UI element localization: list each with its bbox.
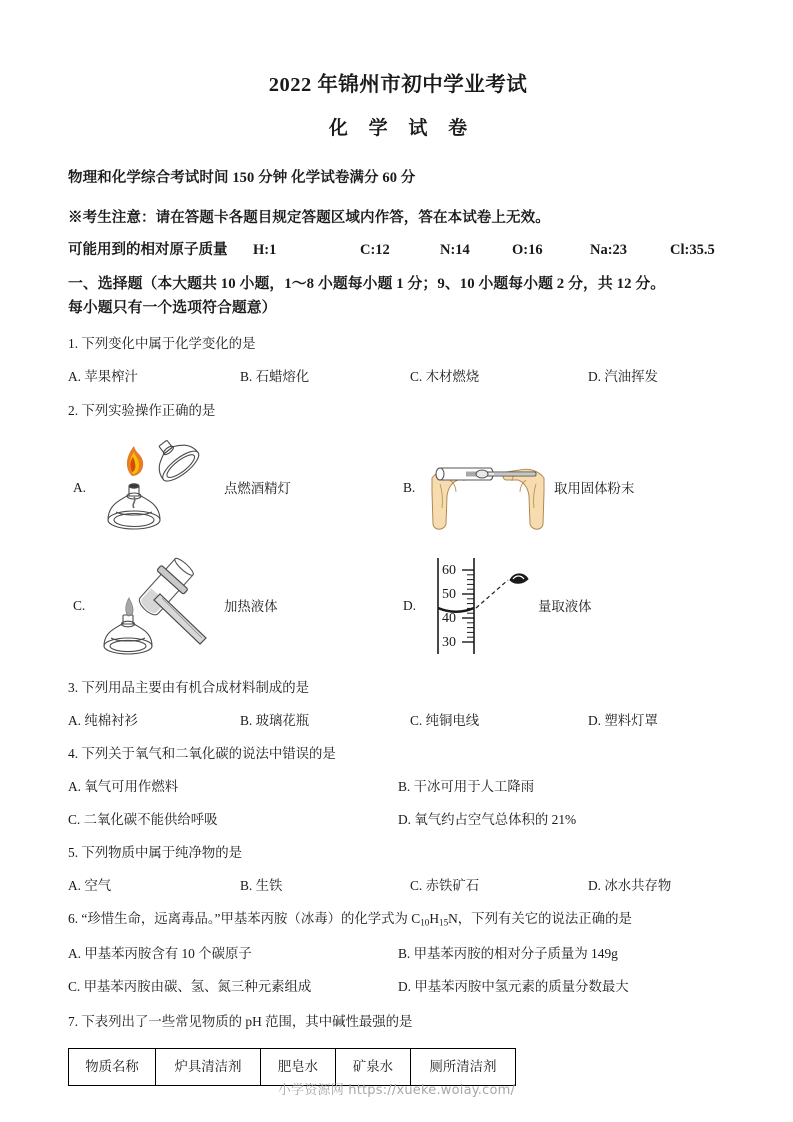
- q6-stem-part3: N，下列有关它的说法正确的是: [448, 911, 632, 927]
- q4-option-a[interactable]: A. 氧气可用作燃料: [68, 778, 179, 794]
- q1-option-c[interactable]: C. 木材燃烧: [410, 369, 480, 385]
- q2-option-b[interactable]: [398, 429, 728, 547]
- question-7-stem: 7. 下表列出了一些常见物质的 pH 范围，其中碱性最强的是: [68, 1013, 413, 1029]
- svg-text:50: 50: [442, 586, 456, 602]
- q6-subscript-hydrogen: 15: [439, 917, 449, 928]
- candidate-notice: ※考生注意：请在答题卡各题目规定答题区域内作答，答在本试卷上无效。: [68, 210, 550, 227]
- q5-option-d[interactable]: D. 冰水共存物: [588, 878, 672, 894]
- question-4-options-row-1: [68, 777, 728, 797]
- cell-toilet-cleaner: 厕所清洁剂: [411, 1048, 516, 1085]
- section-heading-line2: 每小题只有一个选项符合题意）: [68, 300, 277, 317]
- q1-option-d[interactable]: D. 汽油挥发: [588, 369, 658, 385]
- q6-stem-part2: H: [429, 911, 440, 927]
- svg-text:30: 30: [442, 634, 456, 650]
- cell-substance-name: 物质名称: [69, 1048, 156, 1085]
- q1-option-a[interactable]: A. 苹果榨汁: [68, 369, 138, 385]
- q6-option-c[interactable]: C. 甲基苯丙胺由碳、氢、氮三种元素组成: [68, 978, 312, 994]
- q3-option-c[interactable]: C. 纯铜电线: [410, 712, 480, 728]
- question-6-stem: [68, 909, 728, 930]
- question-2-stem: 2. 下列实验操作正确的是: [68, 402, 216, 418]
- q3-option-a[interactable]: A. 纯棉衬衫: [68, 712, 138, 728]
- question-3-stem: 3. 下列用品主要由有机合成材料制成的是: [68, 679, 310, 695]
- question-5-options: [68, 876, 728, 896]
- q2-option-c-caption: 加热液体: [224, 599, 278, 615]
- q4-option-d[interactable]: D. 氧气约占空气总体积的 21%: [398, 812, 577, 828]
- q1-option-b[interactable]: B. 石蜡熔化: [240, 369, 310, 385]
- q3-option-b[interactable]: B. 玻璃花瓶: [240, 712, 310, 728]
- q6-option-b[interactable]: B. 甲基苯丙胺的相对分子质量为 149g: [398, 945, 618, 961]
- q6-stem-part1: 6. “珍惜生命，远离毒品。”甲基苯丙胺（冰毒）的化学式为 C: [68, 911, 421, 927]
- q2-option-c[interactable]: [68, 547, 398, 665]
- cell-soap-water: 肥皂水: [261, 1048, 336, 1085]
- heating-liquid-test-tube-icon: [94, 550, 222, 662]
- q2-option-a-caption: 点燃酒精灯: [224, 481, 291, 497]
- q5-option-b[interactable]: B. 生铁: [240, 878, 283, 894]
- cell-stove-cleaner: 炉具清洁剂: [156, 1048, 261, 1085]
- q4-option-b[interactable]: B. 干冰可用于人工降雨: [398, 778, 535, 794]
- svg-text:60: 60: [442, 562, 456, 578]
- q3-option-d[interactable]: D. 塑料灯罩: [588, 712, 658, 728]
- cell-mineral-water: 矿泉水: [336, 1048, 411, 1085]
- q2-option-b-caption: 取用固体粉末: [554, 481, 635, 497]
- q2-option-c-label: C.: [73, 597, 86, 613]
- q6-subscript-carbon: 10: [420, 917, 430, 928]
- alcohol-lamp-lighting-icon: [94, 432, 222, 544]
- mass-H: H:1: [253, 241, 277, 258]
- mass-N: N:14: [440, 241, 470, 258]
- mass-O: O:16: [512, 241, 543, 258]
- question-4-options-row-2: [68, 810, 728, 830]
- mass-Cl: Cl:35.5: [670, 241, 715, 258]
- q5-option-c[interactable]: C. 赤铁矿石: [410, 878, 480, 894]
- watermark: 小学资源网 https://xueke.woiay.com/: [277, 1083, 516, 1098]
- mass-C: C:12: [360, 241, 390, 258]
- q6-option-d[interactable]: D. 甲基苯丙胺中氢元素的质量分数最大: [398, 978, 629, 994]
- q5-option-a[interactable]: A. 空气: [68, 878, 112, 894]
- page-title: 2022 年锦州市初中学业考试: [268, 74, 528, 96]
- question-1-options: [68, 367, 728, 387]
- question-3-options: [68, 711, 728, 731]
- relative-atomic-mass-row: [68, 240, 728, 262]
- question-2-figure-row-2: [68, 547, 728, 665]
- page-content: [68, 60, 728, 1086]
- q2-option-d-caption: 量取液体: [538, 599, 592, 615]
- q2-option-a-label: A.: [73, 479, 87, 495]
- question-2-figure-grid: [68, 429, 728, 665]
- q2-option-d-label: D.: [403, 597, 417, 613]
- hands-test-tube-spatula-icon: [424, 432, 552, 544]
- question-5-stem: 5. 下列物质中属于纯净物的是: [68, 845, 243, 861]
- question-2-figure-row-1: [68, 429, 728, 547]
- q4-option-c[interactable]: C. 二氧化碳不能供给呼吸: [68, 812, 218, 828]
- question-4-stem: 4. 下列关于氧气和二氧化碳的说法中错误的是: [68, 745, 336, 761]
- section-heading: [68, 273, 728, 321]
- question-1-stem: 1. 下列变化中属于化学变化的是: [68, 336, 256, 352]
- graduated-cylinder-eye-icon: [424, 550, 536, 662]
- svg-text:40: 40: [442, 610, 456, 626]
- page-subtitle: 化 学 试 卷: [328, 117, 476, 139]
- q6-option-a[interactable]: A. 甲基苯丙胺含有 10 个碳原子: [68, 945, 252, 961]
- question-6-options-row-1: [68, 944, 728, 964]
- q2-option-d[interactable]: [398, 547, 728, 665]
- section-heading-line1: 一、选择题（本大题共 10 小题，1～8 小题每小题 1 分；9、10 小题每小题 2 分，共 12 分。: [68, 276, 666, 293]
- mass-Na: Na:23: [590, 241, 628, 258]
- question-6-options-row-2: [68, 977, 728, 997]
- exam-time-line: 物理和化学综合考试时间 150 分钟 化学试卷满分 60 分: [68, 170, 416, 187]
- mass-row-label: 可能用到的相对原子质量: [68, 241, 228, 258]
- q2-option-b-label: B.: [403, 479, 416, 495]
- q2-option-a[interactable]: [68, 429, 398, 547]
